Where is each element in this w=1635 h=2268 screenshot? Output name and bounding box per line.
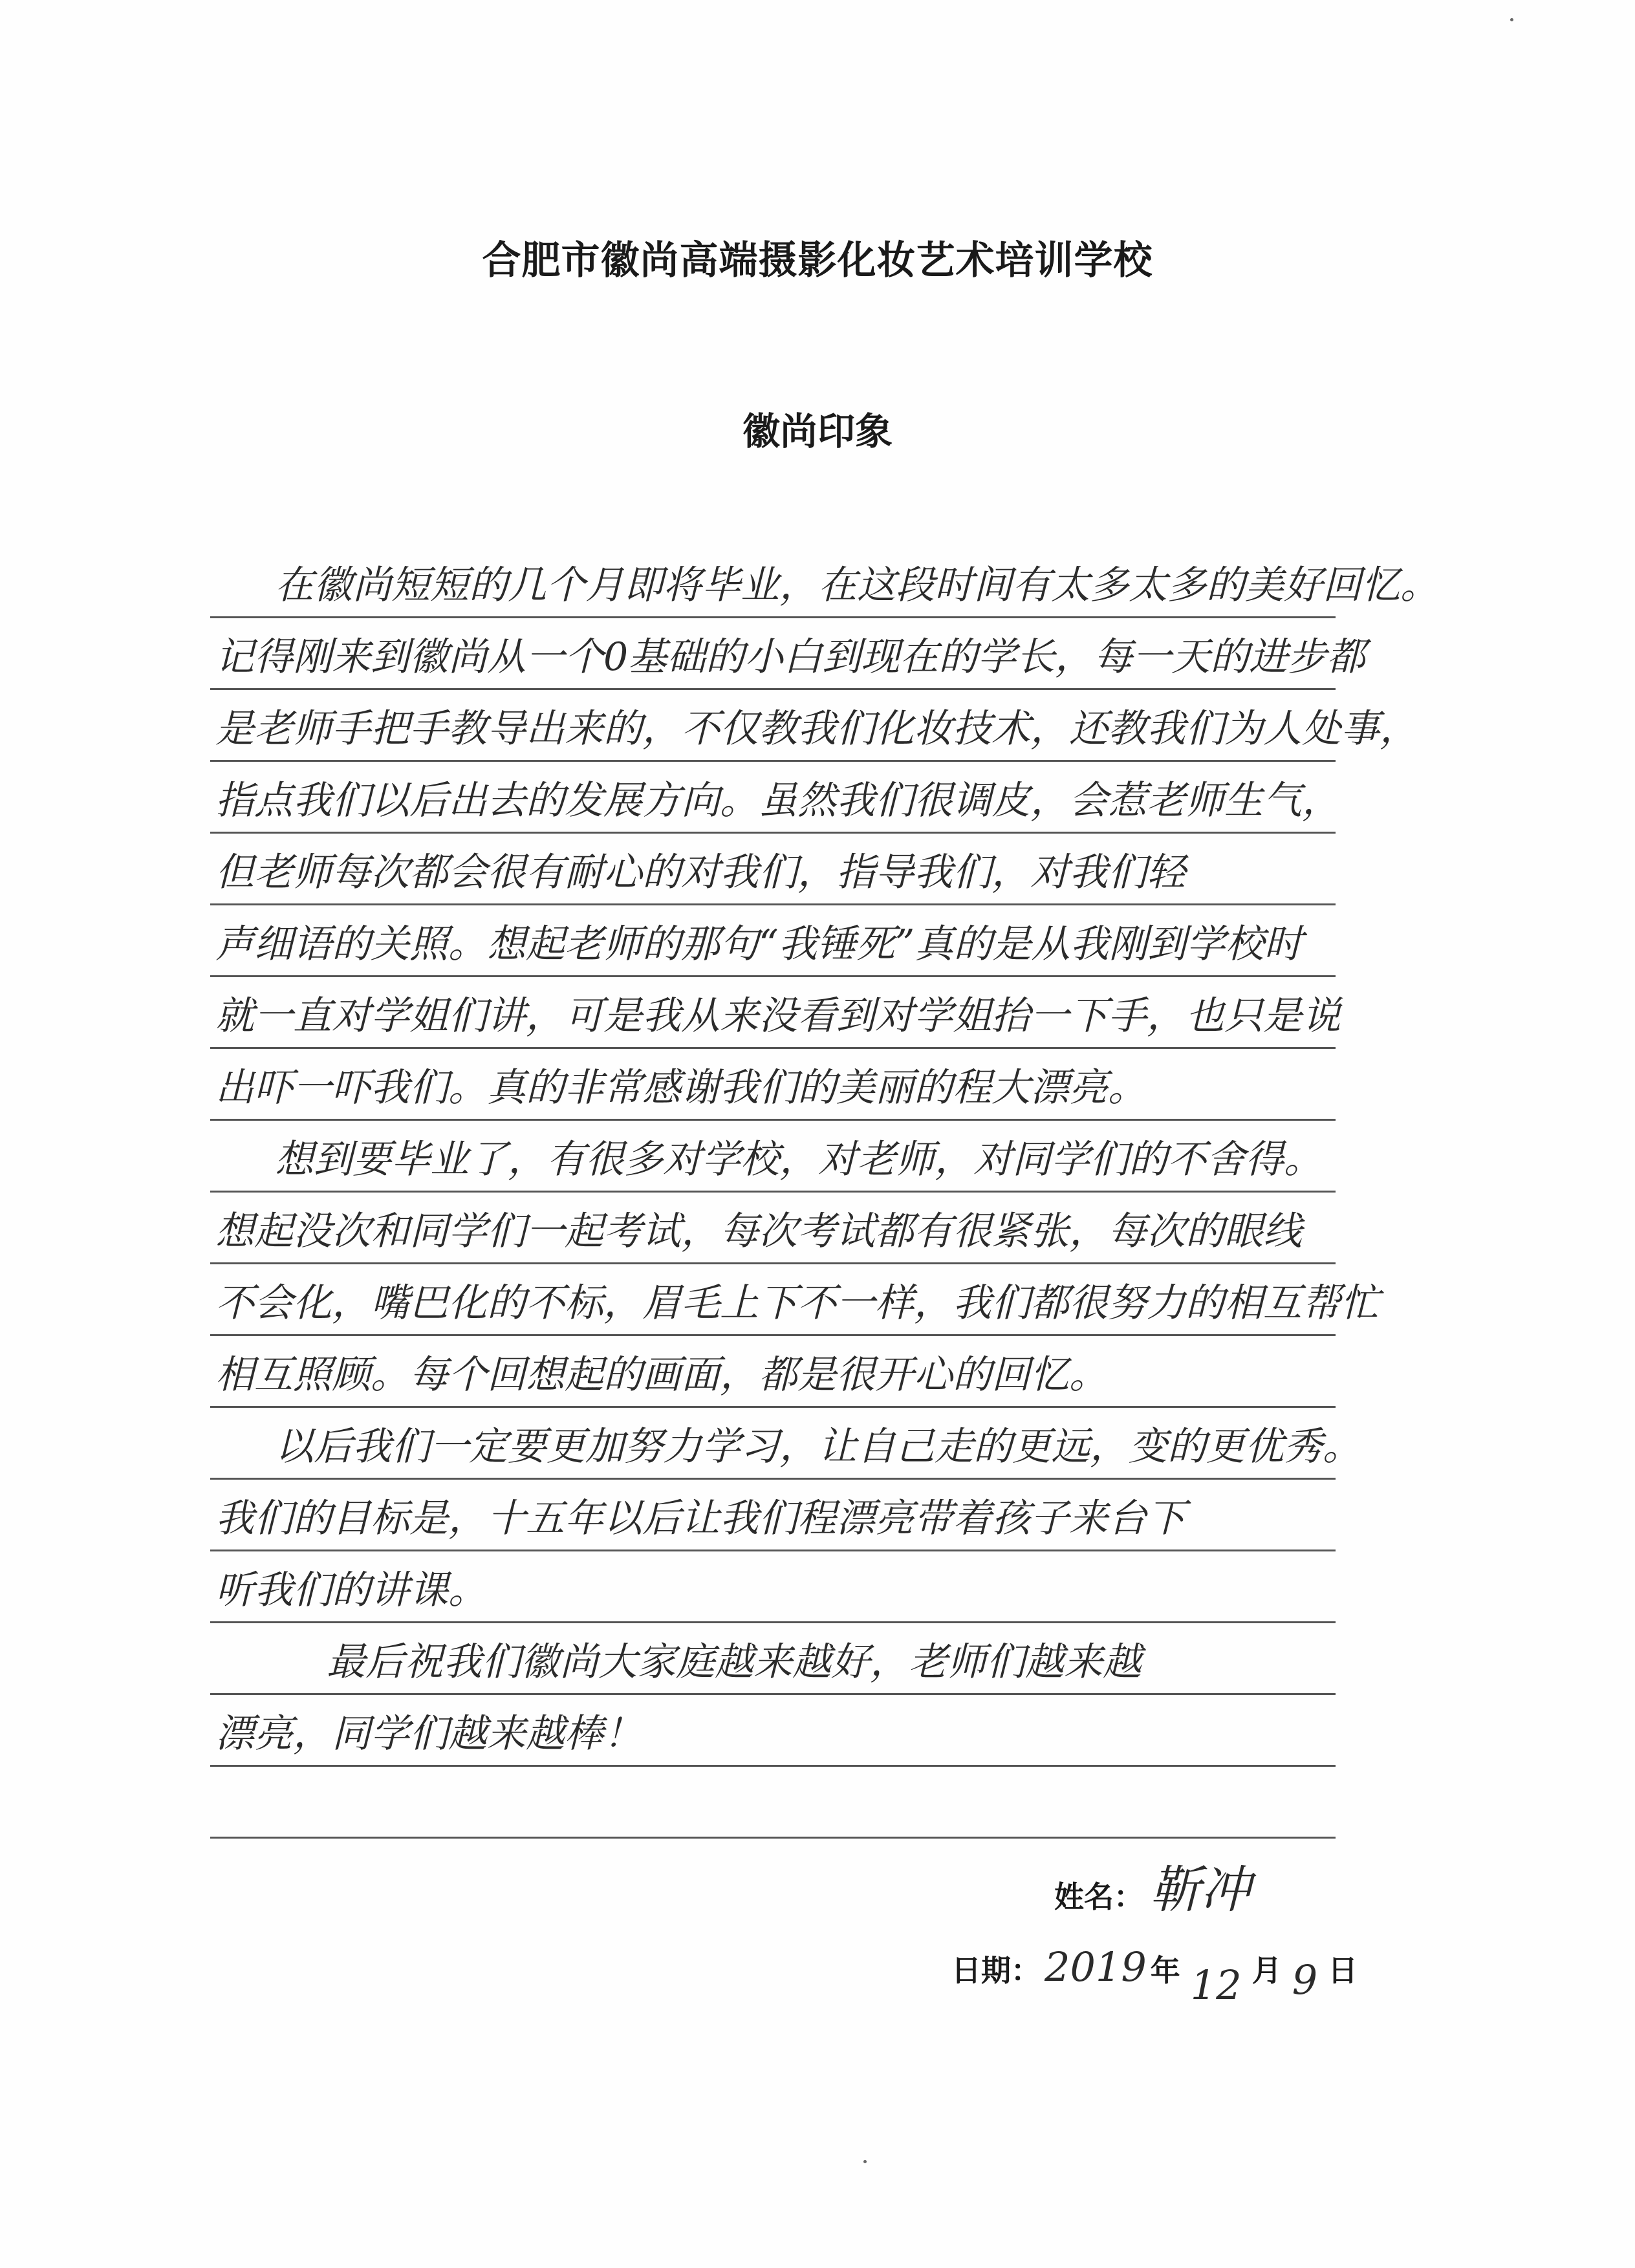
- ruled-line: [210, 1264, 1380, 1336]
- date-year: 2019: [1045, 1943, 1147, 1991]
- school-name-heading: 合肥市徽尚高端摄影化妆艺术培训学校: [482, 238, 1153, 283]
- ruled-line: [210, 1336, 1336, 1408]
- handwritten-line: 相互照顾。每个回想起的画面，都是很开心的回忆。: [215, 1352, 1108, 1398]
- handwritten-line: 最后祝我们徽尚大家庭越来越好，老师们越来越: [327, 1639, 1142, 1685]
- ruled-line: [210, 1551, 1336, 1623]
- paper-speck: [1510, 18, 1513, 21]
- signature-row: [1054, 1850, 1251, 1922]
- ruled-line: [210, 618, 1366, 690]
- date-label: 日期：: [951, 1953, 1041, 1988]
- ruled-line: [210, 1767, 1336, 1839]
- handwritten-signature: 靳冲: [1150, 1861, 1251, 1919]
- date-day: 9: [1292, 1956, 1318, 2003]
- handwritten-line: 听我们的讲课。: [215, 1568, 487, 1613]
- ruled-line: [210, 1193, 1336, 1264]
- handwritten-line: 想起没次和同学们一起考试，每次考试都有很紧张，每次的眼线: [215, 1209, 1302, 1254]
- ruled-line: [210, 1121, 1336, 1193]
- ruled-line: [210, 977, 1341, 1049]
- essay-title: 徽尚印象: [742, 409, 893, 453]
- handwritten-line: 声细语的关照。想起老师的那句“我锤死”真的是从我刚到学校时: [215, 922, 1303, 967]
- handwritten-line: 以后我们一定要更加努力学习，让自己走的更远，变的更优秀。: [275, 1424, 1361, 1469]
- handwritten-line: 出吓一吓我们。真的非常感谢我们的美丽的程大漂亮。: [215, 1065, 1147, 1110]
- name-label: 姓名：: [1054, 1879, 1143, 1914]
- year-unit: 年: [1150, 1953, 1180, 1988]
- ruled-line: [210, 690, 1418, 762]
- date-row: [947, 1943, 1361, 2009]
- paper-speck: [863, 2160, 867, 2163]
- date-month: 12: [1190, 1961, 1242, 2009]
- ruled-line: [210, 1695, 1336, 1767]
- handwritten-line: 在徽尚短短的几个月即将毕业，在这段时间有太多太多的美好回忆。: [275, 563, 1439, 608]
- ruled-line: [210, 905, 1336, 977]
- month-unit: 月: [1251, 1953, 1282, 1988]
- handwritten-line: 但老师每次都会很有耐心的对我们，指导我们，对我们轻: [215, 850, 1186, 895]
- handwritten-line: 指点我们以后出去的发展方向。虽然我们很调皮，会惹老师生气，: [215, 778, 1341, 823]
- ruled-writing-area: [210, 546, 1439, 1839]
- handwritten-line: 就一直对学姐们讲，可是我从来没看到对学姐抬一下手，也只是说: [215, 993, 1341, 1039]
- ruled-line: [210, 1623, 1336, 1695]
- ruled-line: [210, 834, 1336, 905]
- ruled-line: [210, 1049, 1336, 1121]
- day-unit: 日: [1328, 1953, 1358, 1988]
- ruled-line: [210, 762, 1341, 834]
- handwritten-line: 我们的目标是，十五年以后让我们程漂亮带着孩子来台下: [215, 1496, 1186, 1541]
- ruled-line: [210, 1408, 1361, 1480]
- ruled-line: [210, 546, 1439, 618]
- handwritten-line: 是老师手把手教导出来的，不仅教我们化妆技术，还教我们为人处事，: [215, 706, 1418, 751]
- handwritten-line: 记得刚来到徽尚从一个0基础的小白到现在的学长，每一天的进步都: [215, 634, 1366, 680]
- handwritten-line: 想到要毕业了，有很多对学校，对老师，对同学们的不舍得。: [275, 1137, 1323, 1182]
- handwritten-line: 漂亮，同学们越来越棒！: [215, 1711, 642, 1756]
- handwritten-line: 不会化，嘴巴化的不标，眉毛上下不一样，我们都很努力的相互帮忙: [215, 1280, 1380, 1326]
- ruled-line: [210, 1480, 1336, 1551]
